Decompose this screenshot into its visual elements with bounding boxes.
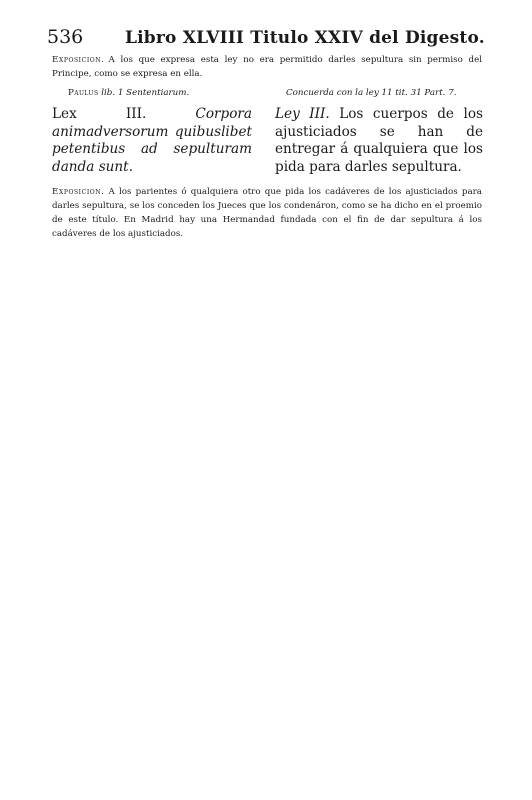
spanish-law-text	[275, 106, 483, 176]
latin-source-citation	[68, 87, 189, 100]
exposicion-lead: Exposicion.	[52, 55, 105, 65]
exposicion-lead: Exposicion.	[52, 187, 105, 197]
latin-law-label: Lex III.	[52, 106, 147, 122]
exposicion-paragraph-1	[52, 53, 482, 81]
source-reference: lib. 1 Sententiarum.	[101, 88, 190, 98]
latin-law-text	[52, 106, 252, 176]
exposicion-text: A los que expresa esta ley no era permitido darles sepultura sin permiso del Principe, como se expresa en ella.	[52, 55, 482, 79]
latin-law-body: Corpora animadversorum quibuslibet petentibus ad sepulturam danda sunt.	[52, 106, 252, 175]
page-number: 536	[47, 26, 84, 48]
running-title: Libro XLVIII Titulo XXIV del Digesto.	[125, 28, 485, 48]
exposicion-paragraph-2	[52, 185, 482, 241]
source-author: Paulus	[68, 88, 99, 98]
exposicion-text: A los parientes ó qualquiera otro que pida los cadáveres de los ajusticiados para darles sepultura, se los conceden los Jueces que los condenáron, como se ha dicho en el proemio de este título. En Madrid hay una Hermandad fundada con el fin de dar sepultura á los cadáveres de los ajusticiados.	[52, 187, 482, 239]
page-header	[47, 26, 487, 50]
spanish-law-body: Los cuerpos de los ajusticiados se han de entregar á qualquiera que los pida para darles sepultura.	[275, 106, 483, 175]
spanish-law-label: Ley III.	[275, 106, 330, 122]
concordance-citation: Concuerda con la ley 11 tit. 31 Part. 7.	[286, 88, 457, 98]
